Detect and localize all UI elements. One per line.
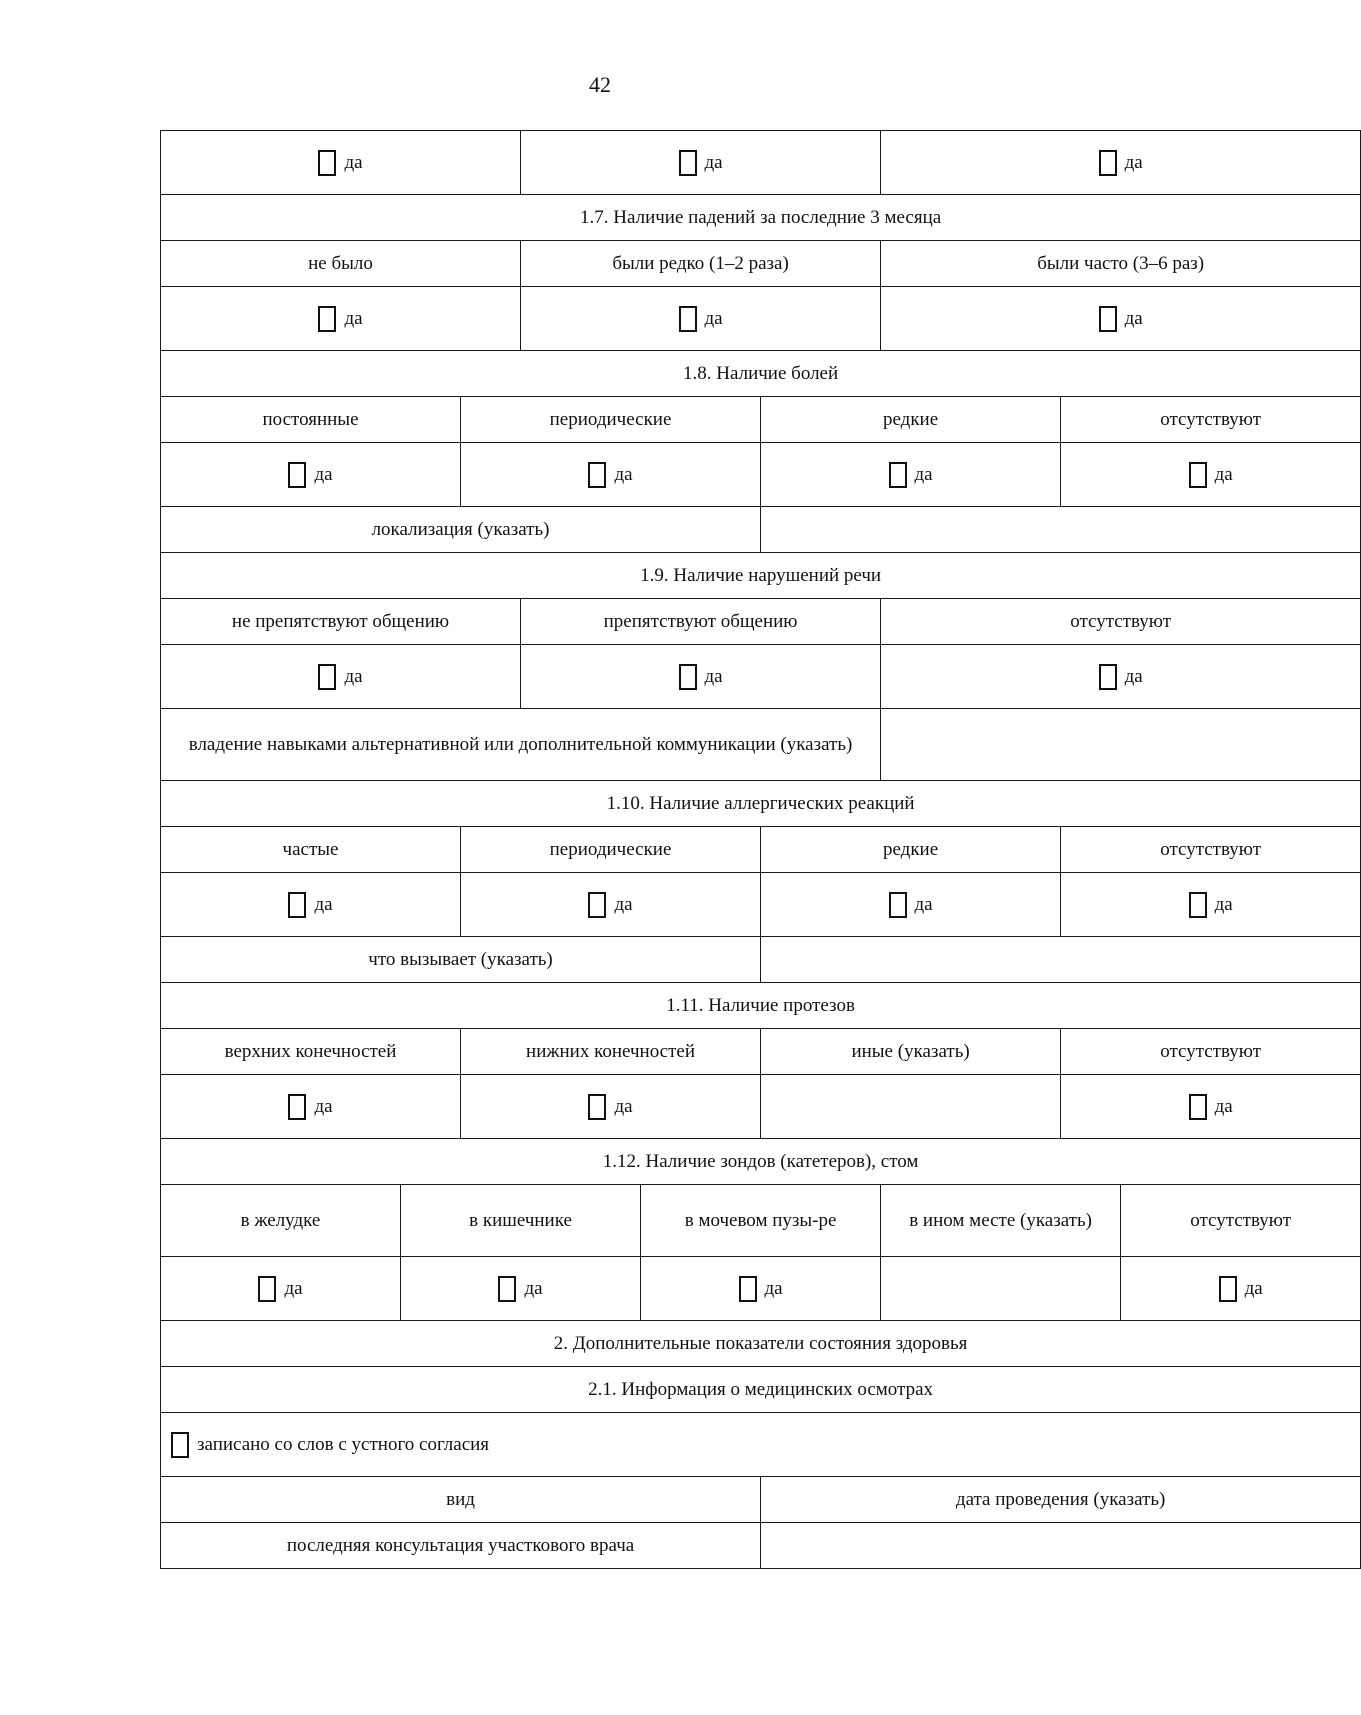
checkbox-cell[interactable]: да [641,1257,881,1321]
checkbox[interactable] [1189,1094,1207,1120]
checkbox[interactable] [1099,306,1117,332]
option-label: периодические [461,397,761,443]
checkbox[interactable] [889,462,907,488]
other-prosthesis-input[interactable] [761,1075,1061,1139]
district-doctor-date-input[interactable] [761,1523,1361,1569]
section-title-1-12: 1.12. Наличие зондов (катетеров), стом [161,1139,1361,1185]
section-title-1-11: 1.11. Наличие протезов [161,983,1361,1029]
checkbox-cell[interactable]: да [161,645,521,709]
section-title-1-8: 1.8. Наличие болей [161,351,1361,397]
checkbox[interactable] [1099,664,1117,690]
checkbox[interactable] [1189,462,1207,488]
checkbox[interactable] [889,892,907,918]
checkbox-cell[interactable]: да [461,873,761,937]
option-label: в мочевом пузы-ре [641,1185,881,1257]
checkbox[interactable] [318,150,336,176]
option-label: частые [161,827,461,873]
checkbox-cell[interactable]: да [1061,1075,1361,1139]
checkbox[interactable] [288,1094,306,1120]
section-title-1-10: 1.10. Наличие аллергических реакций [161,781,1361,827]
option-label: редкие [761,827,1061,873]
checkbox[interactable] [318,664,336,690]
communication-skills-input[interactable] [881,709,1361,781]
checkbox-cell[interactable]: да [761,443,1061,507]
allergy-cause-input[interactable] [761,937,1361,983]
checkbox-cell[interactable]: да [521,131,881,195]
checkbox-cell[interactable]: да [521,645,881,709]
option-label: в ином месте (указать) [881,1185,1121,1257]
section-title-2: 2. Дополнительные показатели состояния здоровья [161,1321,1361,1367]
checkbox-cell[interactable]: да [161,287,521,351]
health-form-table [160,130,1361,1569]
option-label: не было [161,241,521,287]
option-label: отсутствуют [1061,827,1361,873]
checkbox-cell[interactable]: да [881,131,1361,195]
checkbox-cell[interactable]: да [881,287,1361,351]
checkbox[interactable] [1189,892,1207,918]
page-number: 42 [589,72,611,97]
checkbox-cell[interactable]: да [521,287,881,351]
checkbox[interactable] [739,1276,757,1302]
checkbox[interactable] [588,892,606,918]
checkbox[interactable] [258,1276,276,1302]
option-label: не препятствуют общению [161,599,521,645]
checkbox-cell[interactable]: да [761,873,1061,937]
section-title-1-7: 1.7. Наличие падений за последние 3 месяца [161,195,1361,241]
option-label: отсутствуют [1061,397,1361,443]
column-header-type: вид [161,1477,761,1523]
allergy-cause-label: что вызывает (указать) [161,937,761,983]
checkbox-cell[interactable]: да [161,443,461,507]
checkbox[interactable] [288,462,306,488]
checkbox[interactable] [1219,1276,1237,1302]
checkbox-cell[interactable]: да [1121,1257,1361,1321]
checkbox-cell[interactable]: да [401,1257,641,1321]
checkbox-cell[interactable]: да [1061,443,1361,507]
checkbox[interactable] [498,1276,516,1302]
checkbox-cell[interactable]: да [161,131,521,195]
communication-skills-label: владение навыками альтернативной или дополнительной коммуникации (указать) [161,709,881,781]
localization-label: локализация (указать) [161,507,761,553]
option-label: препятствуют общению [521,599,881,645]
option-label: были часто (3–6 раз) [881,241,1361,287]
checkbox-cell[interactable]: да [161,1075,461,1139]
option-label: редкие [761,397,1061,443]
checkbox-cell[interactable]: да [161,1257,401,1321]
option-label: иные (указать) [761,1029,1061,1075]
option-label: были редко (1–2 раза) [521,241,881,287]
checkbox[interactable] [679,150,697,176]
checkbox[interactable] [318,306,336,332]
checkbox-cell[interactable]: да [461,1075,761,1139]
checkbox-cell[interactable]: да [1061,873,1361,937]
checkbox-cell[interactable]: да [461,443,761,507]
section-title-2-1: 2.1. Информация о медицинских осмотрах [161,1367,1361,1413]
checkbox[interactable] [1099,150,1117,176]
checkbox[interactable] [588,462,606,488]
checkbox[interactable] [171,1432,189,1458]
option-label: отсутствуют [881,599,1361,645]
option-label: в кишечнике [401,1185,641,1257]
section-title-1-9: 1.9. Наличие нарушений речи [161,553,1361,599]
checkbox-cell[interactable]: да [881,645,1361,709]
checkbox[interactable] [588,1094,606,1120]
checkbox[interactable] [679,664,697,690]
option-label: отсутствуют [1121,1185,1361,1257]
other-location-input[interactable] [881,1257,1121,1321]
option-label: верхних конечностей [161,1029,461,1075]
row-label-district-doctor: последняя консультация участкового врача [161,1523,761,1569]
option-label: отсутствуют [1061,1029,1361,1075]
consent-checkbox-cell[interactable]: записано со слов с устного согласия [161,1413,1361,1477]
prev-section-checkbox-row [161,131,1361,195]
option-label: периодические [461,827,761,873]
option-label: в желудке [161,1185,401,1257]
checkbox[interactable] [679,306,697,332]
option-label: нижних конечностей [461,1029,761,1075]
column-header-date: дата проведения (указать) [761,1477,1361,1523]
option-label: постоянные [161,397,461,443]
localization-input[interactable] [761,507,1361,553]
checkbox-cell[interactable]: да [161,873,461,937]
checkbox[interactable] [288,892,306,918]
